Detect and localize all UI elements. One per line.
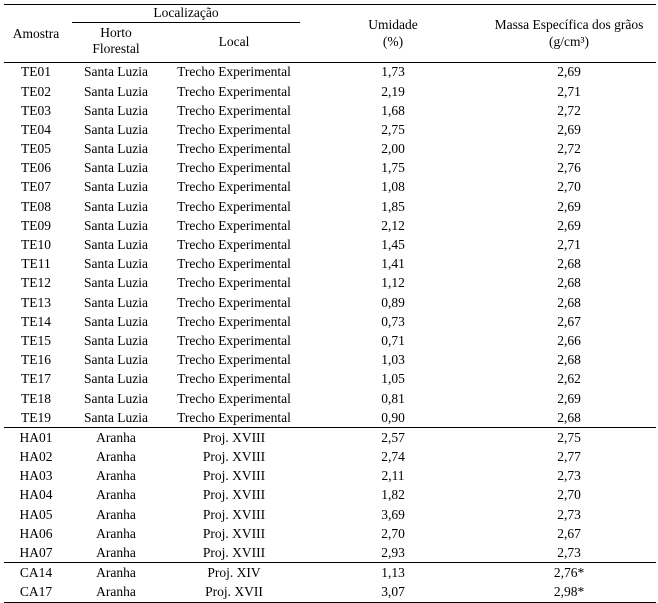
- cell-massa: 2,62: [557, 371, 581, 387]
- cell-local: Proj. XVIII: [202, 487, 266, 503]
- cell-amostra: TE03: [21, 102, 51, 118]
- cell-horto: Santa Luzia: [83, 179, 149, 195]
- cell-amostra: TE09: [21, 217, 51, 233]
- table-row: [4, 447, 656, 466]
- cell-local: Proj. XVIII: [164, 428, 304, 448]
- cell-horto: Santa Luzia: [83, 198, 149, 214]
- cell-umidade: 3,07: [304, 583, 482, 603]
- data-table: [4, 4, 656, 603]
- cell-local: Proj. XVII: [164, 583, 304, 603]
- cell-horto: Aranha: [68, 583, 164, 603]
- cell-horto: Santa Luzia: [68, 62, 164, 82]
- cell-local: Trecho Experimental: [177, 83, 291, 99]
- header-massa-unit: (g/cm³): [548, 33, 590, 49]
- cell-umidade: 1,45: [381, 237, 405, 253]
- cell-massa: 2,71: [557, 237, 581, 253]
- cell-amostra: TE05: [21, 141, 51, 157]
- table-row: [4, 505, 656, 524]
- cell-amostra: TE15: [21, 332, 51, 348]
- cell-local: Proj. XVIII: [202, 525, 266, 541]
- header-amostra: Amostra: [4, 5, 68, 63]
- cell-umidade: 1,05: [381, 371, 405, 387]
- cell-horto: Santa Luzia: [83, 237, 149, 253]
- cell-local: Trecho Experimental: [177, 371, 291, 387]
- header-massa-label: Massa Específica dos grãos: [494, 17, 644, 33]
- header-horto: [68, 23, 164, 63]
- table-row: [4, 486, 656, 505]
- cell-umidade: 1,82: [381, 487, 405, 503]
- table-row: [4, 466, 656, 485]
- cell-local: Trecho Experimental: [177, 409, 291, 425]
- cell-umidade: 1,12: [381, 275, 405, 291]
- cell-massa: 2,76: [557, 160, 581, 176]
- cell-amostra: HA01: [4, 428, 68, 448]
- cell-massa: 2,73: [557, 545, 581, 561]
- cell-massa: 2,69: [557, 390, 581, 406]
- cell-umidade: 2,11: [381, 468, 405, 484]
- cell-umidade: 1,03: [381, 352, 405, 368]
- cell-horto: Santa Luzia: [83, 256, 149, 272]
- cell-horto: Santa Luzia: [83, 217, 149, 233]
- cell-umidade: 2,12: [381, 217, 405, 233]
- cell-amostra: TE18: [21, 390, 51, 406]
- cell-horto: Santa Luzia: [83, 390, 149, 406]
- cell-massa: 2,77: [557, 449, 581, 465]
- cell-amostra: TE14: [21, 313, 51, 329]
- cell-local: Trecho Experimental: [177, 141, 291, 157]
- cell-umidade: 0,90: [381, 409, 405, 425]
- cell-horto: Aranha: [96, 449, 136, 465]
- cell-umidade: 1,13: [304, 563, 482, 583]
- cell-massa: 2,66: [557, 332, 581, 348]
- cell-massa: 2,73: [557, 468, 581, 484]
- cell-amostra: CA17: [4, 583, 68, 603]
- table-row: [4, 524, 656, 543]
- cell-massa: 2,69: [557, 217, 581, 233]
- table-row: [4, 158, 656, 177]
- cell-umidade: 3,69: [381, 506, 405, 522]
- cell-local: Trecho Experimental: [177, 198, 291, 214]
- cell-local: Trecho Experimental: [177, 160, 291, 176]
- cell-horto: Aranha: [96, 525, 136, 541]
- cell-amostra: HA07: [19, 545, 53, 561]
- cell-massa: 2,72: [557, 102, 581, 118]
- cell-umidade: 1,68: [381, 102, 405, 118]
- cell-horto: Aranha: [96, 545, 136, 561]
- table-row: [4, 197, 656, 216]
- cell-horto: Aranha: [68, 563, 164, 583]
- cell-umidade: 1,08: [381, 179, 405, 195]
- cell-local: Trecho Experimental: [164, 62, 304, 82]
- header-umidade: [304, 5, 482, 63]
- cell-local: Proj. XVIII: [202, 449, 266, 465]
- cell-massa: 2,69: [557, 121, 581, 137]
- cell-local: Trecho Experimental: [177, 313, 291, 329]
- cell-umidade: 2,74: [381, 449, 405, 465]
- cell-amostra: TE07: [21, 179, 51, 195]
- cell-horto: Aranha: [96, 506, 136, 522]
- header-umidade-label: Umidade: [368, 17, 418, 33]
- cell-massa: 2,70: [557, 179, 581, 195]
- cell-horto: Santa Luzia: [83, 141, 149, 157]
- cell-massa: 2,69: [482, 62, 656, 82]
- table-header: [4, 5, 656, 63]
- table-row: [4, 216, 656, 235]
- cell-massa: 2,75: [482, 428, 656, 448]
- cell-horto: Santa Luzia: [83, 294, 149, 310]
- header-localizacao: Localização: [72, 6, 300, 23]
- cell-massa: 2,68: [557, 352, 581, 368]
- cell-massa: 2,98*: [482, 583, 656, 603]
- cell-horto: Santa Luzia: [83, 121, 149, 137]
- header-horto-line2: Florestal: [92, 40, 140, 56]
- cell-amostra: TE12: [21, 275, 51, 291]
- cell-amostra: TE01: [4, 62, 68, 82]
- cell-umidade: 0,81: [381, 390, 405, 406]
- cell-horto: Aranha: [96, 468, 136, 484]
- table-row: [4, 428, 656, 448]
- cell-local: Trecho Experimental: [177, 121, 291, 137]
- cell-local: Trecho Experimental: [177, 332, 291, 348]
- cell-umidade: 1,41: [381, 256, 405, 272]
- cell-local: Trecho Experimental: [177, 217, 291, 233]
- cell-umidade: 2,70: [381, 525, 405, 541]
- cell-amostra: HA05: [19, 506, 53, 522]
- cell-horto: Santa Luzia: [83, 332, 149, 348]
- cell-horto: Santa Luzia: [83, 313, 149, 329]
- cell-amostra: TE13: [21, 294, 51, 310]
- cell-umidade: 0,71: [381, 332, 405, 348]
- table-row: [4, 389, 656, 408]
- cell-amostra: TE04: [21, 121, 51, 137]
- cell-horto: Santa Luzia: [83, 371, 149, 387]
- table-row: [4, 408, 656, 428]
- cell-umidade: 1,75: [381, 160, 405, 176]
- cell-horto: Santa Luzia: [83, 275, 149, 291]
- cell-local: Proj. XVIII: [202, 468, 266, 484]
- table-row: [4, 235, 656, 254]
- cell-local: Trecho Experimental: [177, 390, 291, 406]
- cell-umidade: 2,93: [381, 545, 405, 561]
- cell-umidade: 2,75: [381, 121, 405, 137]
- cell-horto: Santa Luzia: [83, 352, 149, 368]
- table-row: [4, 82, 656, 101]
- table-row: [4, 563, 656, 583]
- cell-amostra: TE02: [21, 83, 51, 99]
- header-local: Local: [164, 23, 304, 63]
- table-row: [4, 120, 656, 139]
- cell-massa: 2,68: [557, 409, 581, 425]
- cell-local: Proj. XIV: [164, 563, 304, 583]
- cell-local: Trecho Experimental: [177, 275, 291, 291]
- cell-horto: Aranha: [96, 487, 136, 503]
- cell-massa: 2,72: [557, 141, 581, 157]
- cell-local: Proj. XVIII: [202, 506, 266, 522]
- cell-local: Trecho Experimental: [177, 179, 291, 195]
- cell-amostra: TE19: [21, 409, 51, 425]
- header-massa: [482, 5, 656, 63]
- cell-umidade: 1,85: [381, 198, 405, 214]
- table-row: [4, 583, 656, 603]
- cell-massa: 2,73: [557, 506, 581, 522]
- cell-umidade: 0,89: [381, 294, 405, 310]
- cell-amostra: TE06: [21, 160, 51, 176]
- cell-massa: 2,67: [557, 313, 581, 329]
- cell-amostra: TE08: [21, 198, 51, 214]
- cell-umidade: 0,73: [381, 313, 405, 329]
- cell-horto: Santa Luzia: [83, 102, 149, 118]
- cell-horto: Santa Luzia: [83, 160, 149, 176]
- table-row: [4, 370, 656, 389]
- group-ca: [4, 563, 656, 602]
- cell-local: Trecho Experimental: [177, 256, 291, 272]
- cell-local: Trecho Experimental: [177, 102, 291, 118]
- cell-umidade: 2,00: [381, 141, 405, 157]
- cell-amostra: TE10: [21, 237, 51, 253]
- table-row: [4, 254, 656, 273]
- cell-umidade: 2,57: [304, 428, 482, 448]
- table-row: [4, 101, 656, 120]
- cell-amostra: TE17: [21, 371, 51, 387]
- table-row: [4, 312, 656, 331]
- cell-local: Trecho Experimental: [177, 294, 291, 310]
- cell-massa: 2,70: [557, 487, 581, 503]
- table-row: [4, 139, 656, 158]
- table-row: [4, 293, 656, 312]
- cell-amostra: HA03: [19, 468, 53, 484]
- table-row: [4, 543, 656, 563]
- group-ha: [4, 428, 656, 563]
- table-row: [4, 274, 656, 293]
- cell-amostra: TE11: [21, 256, 51, 272]
- cell-local: Trecho Experimental: [177, 237, 291, 253]
- table-row: [4, 350, 656, 369]
- table-row: [4, 331, 656, 350]
- cell-massa: 2,68: [557, 256, 581, 272]
- cell-umidade: 1,73: [304, 62, 482, 82]
- cell-massa: 2,68: [557, 294, 581, 310]
- cell-local: Proj. XVIII: [202, 545, 266, 561]
- cell-massa: 2,71: [557, 83, 581, 99]
- cell-horto: Santa Luzia: [83, 83, 149, 99]
- group-te: [4, 62, 656, 428]
- cell-local: Trecho Experimental: [177, 352, 291, 368]
- header-umidade-unit: (%): [382, 33, 404, 49]
- cell-horto: Santa Luzia: [83, 409, 149, 425]
- cell-amostra: HA02: [19, 449, 53, 465]
- cell-umidade: 2,19: [381, 83, 405, 99]
- table-row: [4, 178, 656, 197]
- cell-amostra: TE16: [21, 352, 51, 368]
- cell-massa: 2,69: [557, 198, 581, 214]
- table-row: [4, 62, 656, 82]
- cell-horto: Aranha: [68, 428, 164, 448]
- cell-massa: 2,67: [557, 525, 581, 541]
- cell-massa: 2,68: [557, 275, 581, 291]
- cell-amostra: CA14: [4, 563, 68, 583]
- header-horto-line1: Horto: [100, 25, 132, 40]
- cell-amostra: HA04: [19, 487, 53, 503]
- cell-massa: 2,76*: [482, 563, 656, 583]
- cell-amostra: HA06: [19, 525, 53, 541]
